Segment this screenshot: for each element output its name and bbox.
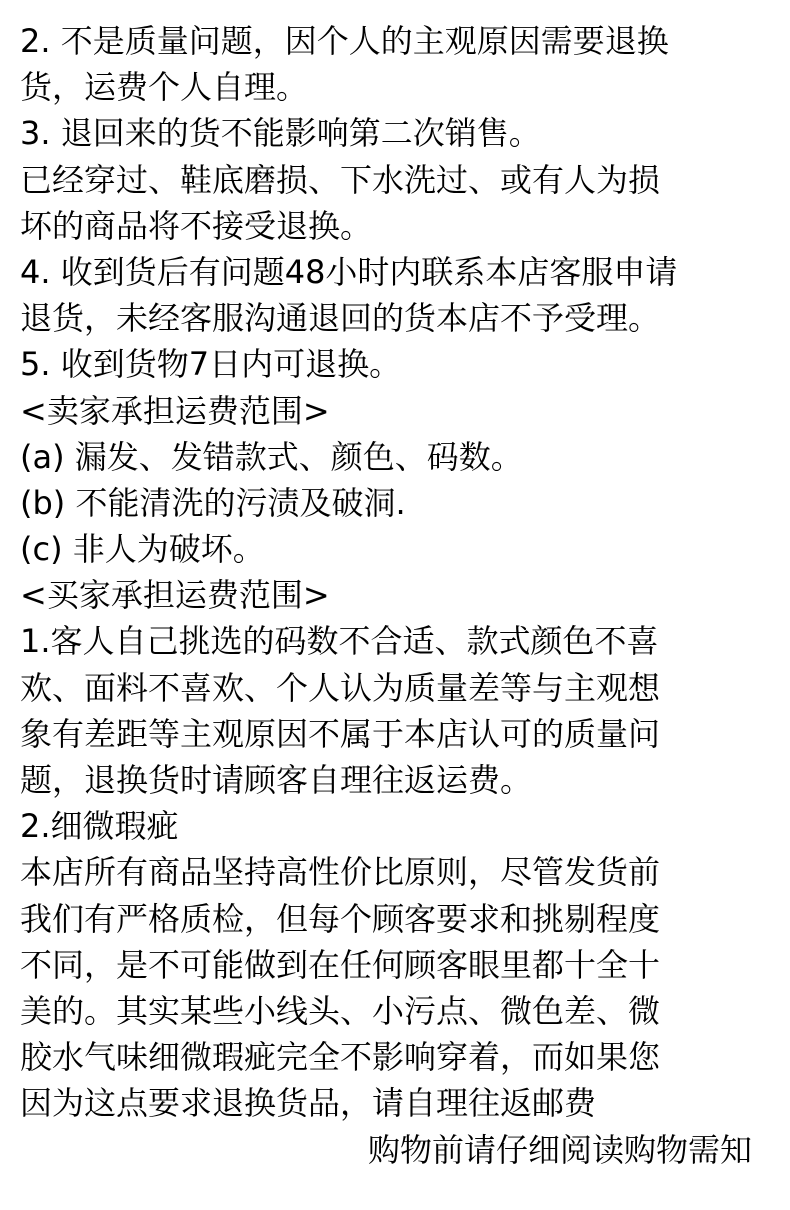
policy-line-16: 象有差距等主观原因不属于本店认可的质量问 (20, 714, 661, 753)
return-policy-document (20, 18, 760, 1173)
policy-line-20: 我们有严格质检，但每个顾客要求和挑剔程度 (20, 899, 661, 938)
minor-flaws-heading: 2.细微瑕疵 (20, 807, 179, 846)
policy-line-5: 坏的商品将不接受退换。 (20, 206, 373, 245)
policy-line-8: 5. 收到货物7日内可退换。 (20, 345, 402, 384)
policy-line-14: 1.客人自己挑选的码数不合适、款式颜色不喜 (20, 622, 659, 661)
policy-line-11: (b) 不能清洗的污渍及破洞. (20, 483, 406, 522)
policy-line-6: 4. 收到货后有问题48小时内联系本店客服申请 (20, 252, 678, 291)
policy-line-2: 货，运费个人自理。 (20, 68, 309, 107)
policy-line-19: 本店所有商品坚持高性价比原则，尽管发货前 (20, 853, 661, 892)
policy-line-12: (c) 非人为破坏。 (20, 530, 265, 569)
policy-line-1: 2. 不是质量问题，因个人的主观原因需要退换 (20, 22, 669, 60)
policy-line-21: 不同，是不可能做到在任何顾客眼里都十全十 (20, 945, 661, 984)
shopping-notice-footer: 购物前请仔细阅读购物需知 (367, 1130, 752, 1169)
seller-shipping-heading: <卖家承担运费范围> (20, 391, 330, 430)
policy-line-7: 退货，未经客服沟通退回的货本店不予受理。 (20, 299, 661, 338)
policy-line-23: 胶水气味细微瑕疵完全不影响穿着，而如果您 (20, 1038, 661, 1077)
policy-line-15: 欢、面料不喜欢、个人认为质量差等与主观想 (20, 668, 661, 707)
policy-line-17: 题，退换货时请顾客自理往返运费。 (20, 761, 533, 799)
policy-line-4: 已经穿过、鞋底磨损、下水洗过、或有人为损 (20, 160, 661, 199)
buyer-shipping-heading: <买家承担运费范围> (20, 576, 330, 615)
policy-line-3: 3. 退回来的货不能影响第二次销售。 (20, 114, 541, 153)
policy-line-22: 美的。其实某些小线头、小污点、微色差、微 (20, 991, 661, 1030)
policy-line-24: 因为这点要求退换货品，请自理往返邮费 (20, 1084, 597, 1123)
policy-line-10: (a) 漏发、发错款式、颜色、码数。 (20, 437, 523, 476)
